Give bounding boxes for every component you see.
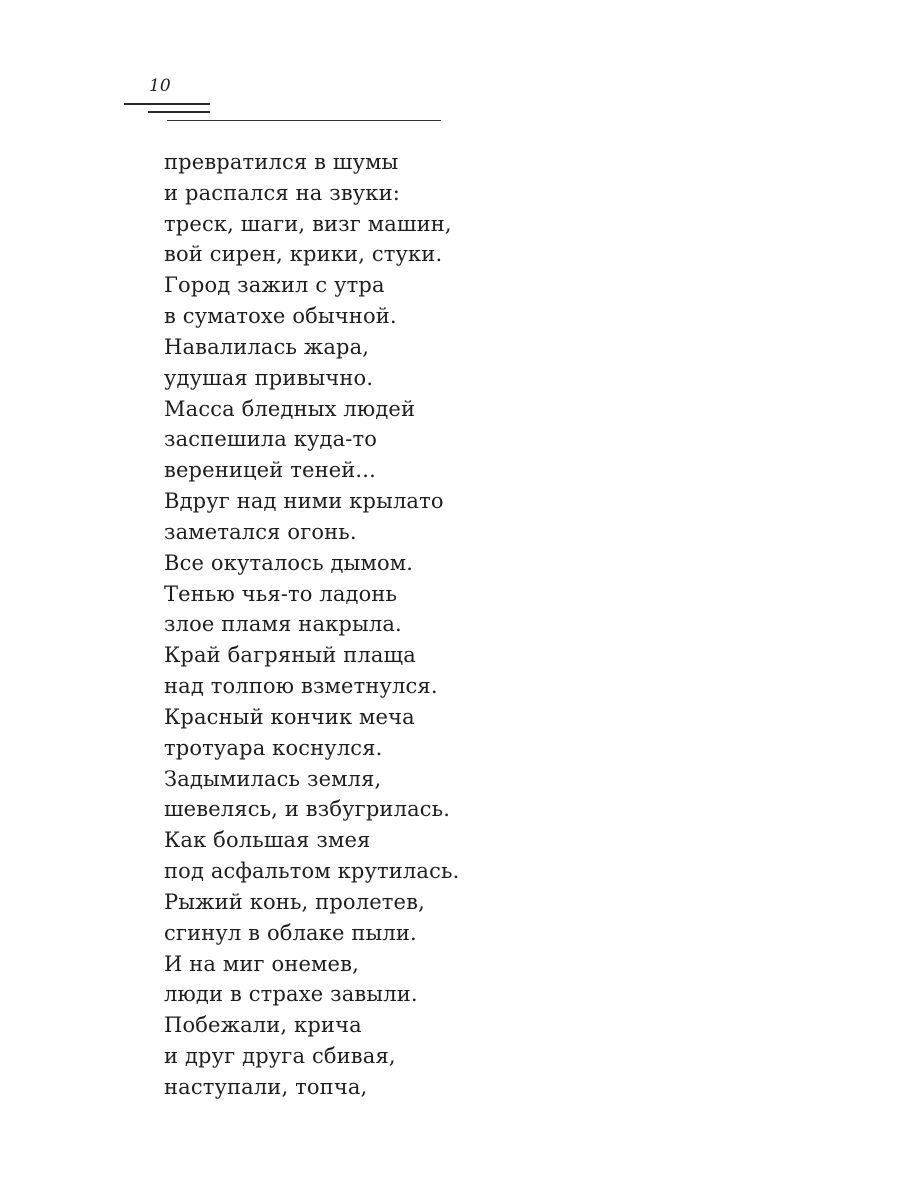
- poem-line: сгинул в облаке пыли.: [164, 920, 417, 945]
- poem-line: Город зажил с утра: [164, 273, 385, 298]
- poem-line: Край багряный плаща: [164, 643, 416, 668]
- header-rule-middle: [148, 111, 210, 113]
- poem-line: Красный кончик меча: [164, 704, 415, 729]
- poem-line: Как большая змея: [164, 828, 371, 853]
- poem-line: и распался на звуки:: [164, 180, 400, 205]
- poem-line: в суматохе обычной.: [164, 304, 397, 329]
- poem-line: злое пламя накрыла.: [164, 612, 402, 637]
- poem-line: превратился в шумы: [164, 150, 399, 174]
- poem-line: Вдруг над ними крылато: [164, 489, 444, 514]
- poem-line: Навалилась жара,: [164, 334, 370, 359]
- poem-line: заспешила куда-то: [164, 427, 378, 452]
- poem-line: удушая привычно.: [164, 365, 374, 390]
- poem-line: вой сирен, крики, стуки.: [164, 242, 443, 267]
- poem-line: Побежали, крича: [164, 1013, 362, 1038]
- header-rule-long: [167, 120, 441, 121]
- poem-line: Тенью чья-то ладонь: [164, 581, 398, 606]
- header-rule-top: [124, 103, 210, 105]
- poem-text: [164, 147, 459, 1103]
- poem-line: над толпою взметнулся.: [164, 674, 438, 699]
- poem-line: наступали, топча,: [164, 1074, 368, 1099]
- poem-line: заметался огонь.: [164, 519, 357, 544]
- poem-line: Рыжий конь, пролетев,: [164, 889, 425, 914]
- poem-line: и друг друга сбивая,: [164, 1044, 396, 1069]
- poem-line: люди в страхе завыли.: [164, 982, 418, 1007]
- poem-line: И на миг онемев,: [164, 951, 359, 976]
- poem-line: шевелясь, и взбугрилась.: [164, 797, 451, 822]
- poem-line: Все окуталось дымом.: [164, 550, 414, 575]
- poem-line: Задымилась земля,: [164, 766, 382, 791]
- poem-line: Масса бледных людей: [164, 396, 416, 421]
- poem-line: тротуара коснулся.: [164, 735, 383, 760]
- poem-line: под асфальтом крутилась.: [164, 859, 460, 884]
- poem-line: треск, шаги, визг машин,: [164, 211, 452, 236]
- poem-line: вереницей теней...: [164, 458, 376, 483]
- page-number: 10: [149, 76, 171, 96]
